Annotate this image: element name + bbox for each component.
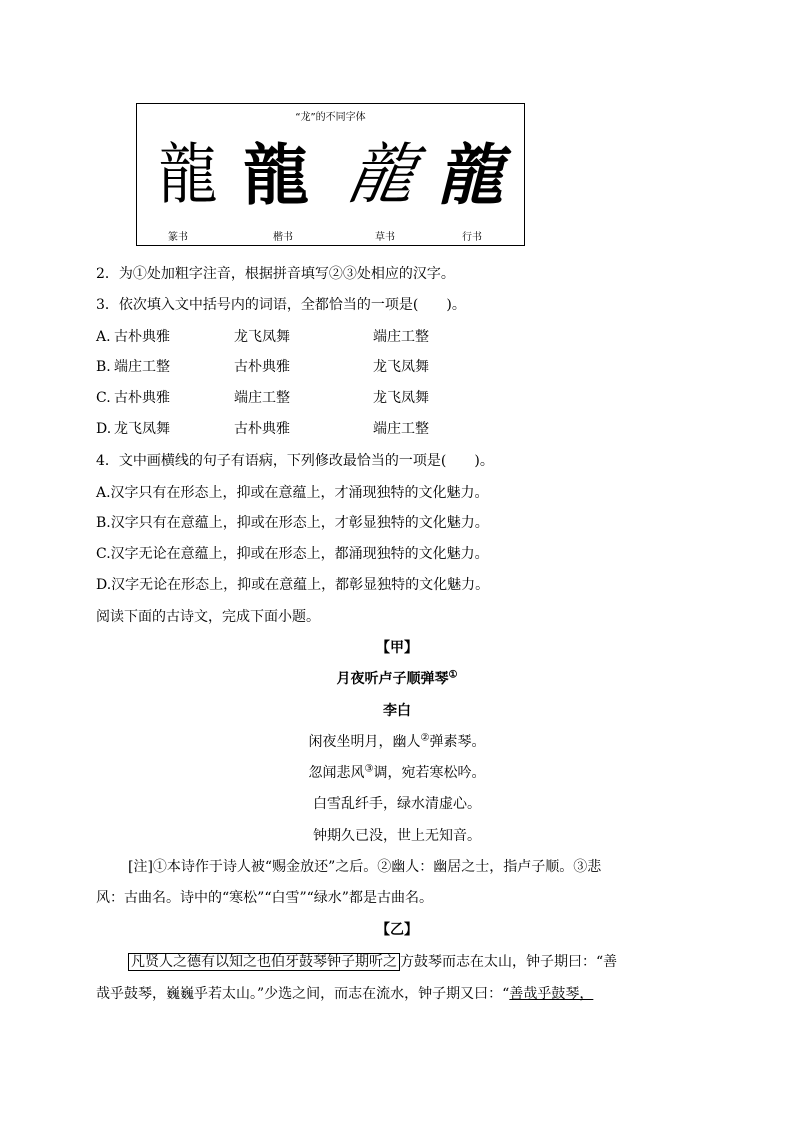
label-seal-script: 篆书 bbox=[168, 232, 188, 243]
question-4-option-a: A.汉字只有在形态上，抑或在意蕴上，才涌现独特的文化魅力。 bbox=[96, 485, 489, 501]
reading-instruction: 阅读下面的古诗文，完成下面小题。 bbox=[96, 609, 320, 625]
question-3-stem: 3．依次填入文中括号内的词语，全都恰当的一项是( )。 bbox=[96, 297, 466, 313]
calligraphy-figure bbox=[136, 103, 525, 246]
poem-title: 月夜听卢子顺弹琴① bbox=[336, 669, 458, 687]
question-4-stem: 4．文中画横线的句子有语病，下列修改最恰当的一项是( )。 bbox=[96, 453, 494, 469]
question-4-option-b: B.汉字只有在意蕴上，抑或在形态上，才彰显独特的文化魅力。 bbox=[96, 515, 489, 531]
label-regular-script: 楷书 bbox=[273, 232, 293, 243]
poem-author: 李白 bbox=[383, 703, 411, 719]
poem-note-line-1: [注]①本诗作于诗人被“赐金放还”之后。②幽人：幽居之士，指卢子顺。③悲 bbox=[128, 859, 602, 875]
label-running-script: 行书 bbox=[462, 232, 482, 243]
question-4-option-d: D.汉字无论在形态上，抑或在意蕴上，都彰显独特的文化魅力。 bbox=[96, 577, 490, 593]
question-2: 2．为①处加粗字注音，根据拼音填写②③处相应的汉字。 bbox=[96, 266, 455, 282]
underlined-sentence: 善哉乎鼓琴， bbox=[509, 986, 594, 1002]
glyph-cursive-script: 龍 bbox=[342, 136, 422, 213]
glyph-running-script: 龍 bbox=[437, 136, 503, 214]
poem-note-line-2: 风：古曲名。诗中的“寒松”“白雪”“绿水”都是古曲名。 bbox=[96, 890, 433, 906]
figure-caption: “龙”的不同字体 bbox=[295, 112, 366, 123]
poem-line-4: 钟期久已没，世上无知音。 bbox=[313, 828, 481, 844]
label-cursive-script: 草书 bbox=[375, 232, 395, 243]
poem-line-3: 白雪乱纤手，绿水清虚心。 bbox=[313, 796, 481, 812]
poem-line-1: 闲夜坐明月，幽人②弹素琴。 bbox=[308, 732, 486, 750]
question-4-option-c: C.汉字无论在意蕴上，抑或在形态上，都涌现独特的文化魅力。 bbox=[96, 546, 489, 562]
prose-line-2: 哉乎鼓琴，巍巍乎若太山。”少选之间，而志在流水，钟子期又曰：“善哉乎鼓琴， bbox=[96, 986, 594, 1002]
boxed-sentence: 凡贤人之德有以知之也伯牙鼓琴钟子期听之 bbox=[128, 953, 400, 971]
section-yi-heading: 【乙】 bbox=[376, 922, 418, 938]
poem-line-2: 忽闻悲风③调，宛若寒松吟。 bbox=[308, 763, 486, 781]
glyph-seal-script: 龍 bbox=[158, 136, 218, 213]
glyph-regular-script: 龍 bbox=[243, 136, 309, 214]
section-jia-heading: 【甲】 bbox=[376, 640, 418, 656]
prose-line-1: 凡贤人之德有以知之也伯牙鼓琴钟子期听之 方鼓琴而志在太山，钟子期曰：“善 bbox=[128, 952, 617, 972]
